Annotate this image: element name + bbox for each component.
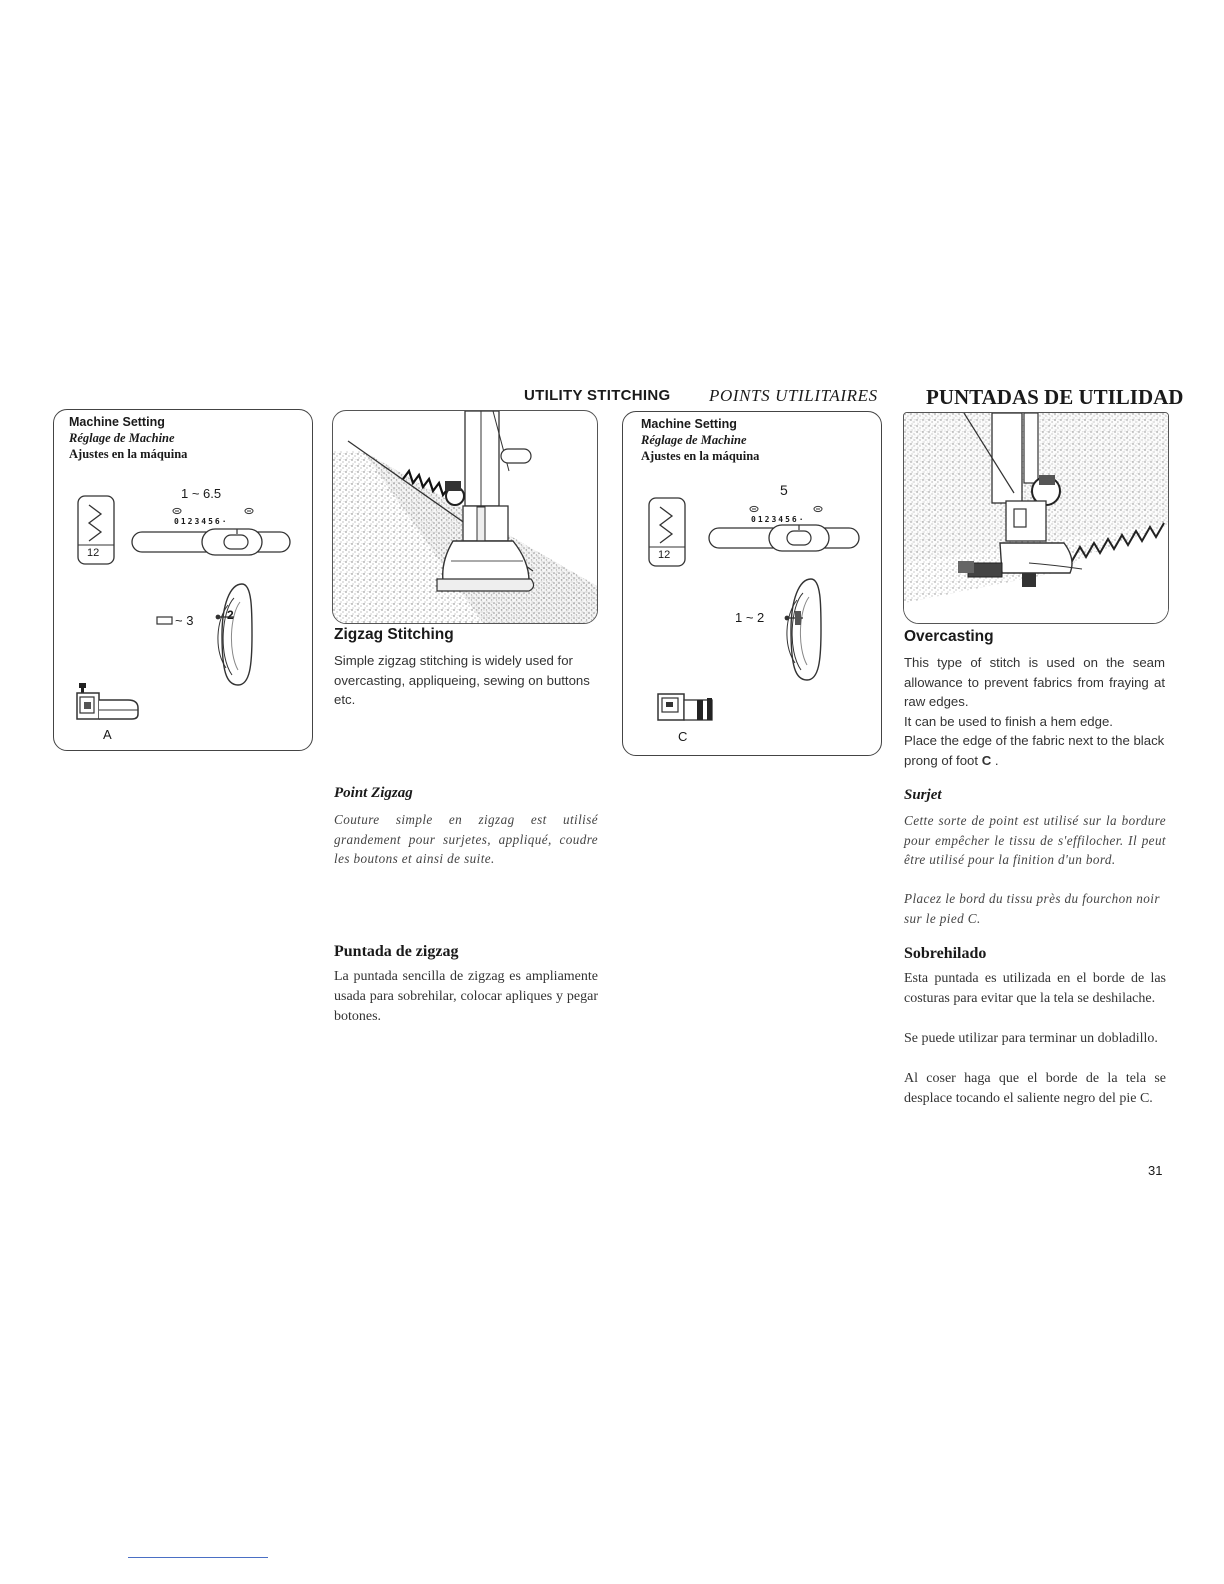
zigzag-title-fr: Point Zigzag <box>334 785 413 801</box>
length-dial-value: 2 <box>227 608 234 622</box>
width-range: 1 ~ 6.5 <box>181 486 222 501</box>
zigzag-body-en: Simple zigzag stitching is widely used for overcasting, appliqueing, sewing on buttons etc. <box>334 653 590 707</box>
zigzag-body-es: La puntada sencilla de zigzag es ampliamente usada para sobrehilar, colocar apliques y pegar botones. <box>334 969 598 1024</box>
stitch-pattern-icon <box>648 497 686 567</box>
overcasting-title-en: Overcasting <box>904 628 994 645</box>
length-range: ~ 3 <box>175 613 194 628</box>
presser-foot-a-icon <box>76 680 142 724</box>
overcasting-foot-letter: C <box>981 752 992 768</box>
zigzag-title-es: Puntada de zigzag <box>334 943 459 960</box>
zigzag-title-en: Zigzag Stitching <box>334 626 454 643</box>
overcasting-body-es-3: Al coser haga que el borde de la tela se desplace tocando el saliente negro del pie C. <box>904 1071 1166 1106</box>
overcasting-body-es-1: Esta puntada es utilizada en el borde de las costuras para evitar que la tela se deshilache. <box>904 971 1166 1006</box>
stitch-length-icon <box>155 614 177 628</box>
overcasting-title-es: Sobrehilado <box>904 945 987 962</box>
width-dial <box>130 506 295 556</box>
overcasting-body-en-1: This type of stitch is used on the seam allowance to prevent fabrics from fraying at raw edges. <box>904 655 1165 709</box>
header-es: PUNTADAS DE UTILIDAD <box>926 385 1184 409</box>
panel-title-en: Machine Setting <box>641 417 737 431</box>
stitch-number: 12 <box>87 547 100 559</box>
width-value: 5 <box>780 482 788 498</box>
header-fr: POINTS UTILITAIRES <box>709 386 878 405</box>
foot-letter: C <box>678 729 688 744</box>
overcasting-body-en-2: It can be used to finish a hem edge. <box>904 714 1113 729</box>
overcasting-body-es-2: Se puede utilizar para terminar un dobladillo. <box>904 1031 1158 1046</box>
length-dial <box>204 580 254 690</box>
overcasting-body-en-3-text: Place the edge of the fabric next to the black prong of foot <box>904 733 1165 768</box>
zigzag-illustration <box>332 410 598 624</box>
overcasting-body-en-3: Place the edge of the fabric next to the black prong of foot C . <box>904 733 1165 768</box>
machine-setting-panel-c <box>622 411 882 756</box>
overcasting-body-fr-2: Placez le bord du tissu près du fourchon noir sur le pied C. <box>904 891 1160 926</box>
panel-title-es: Ajustes en la máquina <box>641 449 760 463</box>
zigzag-body-fr: Couture simple en zigzag est utilisé grandement pour surjetes, appliqué, coudre les boutons et ainsi de suite. <box>334 812 598 866</box>
length-range: 1 ~ 2 <box>735 610 765 625</box>
panel-title-es: Ajustes en la máquina <box>69 447 188 461</box>
width-dial <box>707 504 872 554</box>
panel-title-fr: Réglage de Machine <box>641 433 747 447</box>
foot-letter: A <box>103 727 112 742</box>
page-number: 31 <box>1148 1163 1163 1178</box>
panel-title-en: Machine Setting <box>69 415 165 429</box>
stitch-pattern-icon <box>77 495 115 565</box>
stitch-number: 12 <box>658 549 671 561</box>
overcasting-title-fr: Surjet <box>904 787 942 803</box>
width-scale: 0123456· <box>174 517 229 526</box>
header-en: UTILITY STITCHING <box>524 387 671 404</box>
overcasting-body-fr-1: Cette sorte de point est utilisé sur la bordure pour empêcher le tissu de s'effilocher. Il peut être utilisé pour la finition d'un bord. <box>904 813 1166 867</box>
presser-foot-c-icon <box>657 692 721 722</box>
panel-title-fr: Réglage de Machine <box>69 431 175 445</box>
overcasting-illustration <box>903 412 1169 624</box>
width-scale: 0123456· <box>751 515 806 524</box>
footnote-rule <box>128 1557 268 1558</box>
machine-setting-panel-a <box>53 409 313 751</box>
length-dial <box>773 575 823 685</box>
